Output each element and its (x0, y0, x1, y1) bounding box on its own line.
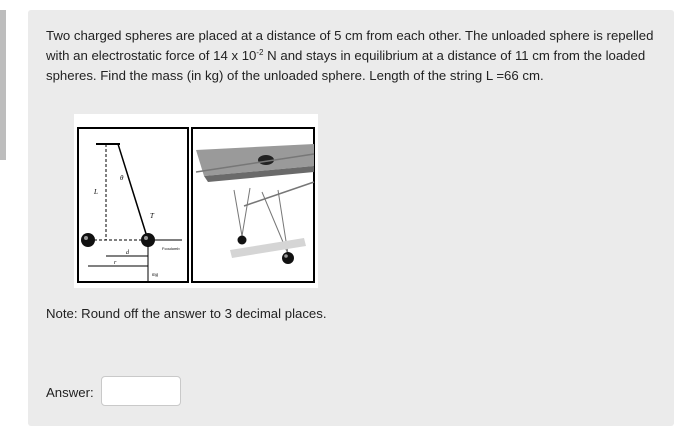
photo-sphere-left (238, 236, 247, 245)
label-mg: mg (152, 273, 159, 278)
right-sphere (141, 233, 155, 247)
answer-label: Answer: (46, 385, 94, 400)
answer-input[interactable] (101, 376, 181, 406)
label-r: r (114, 260, 117, 266)
label-d: d (126, 250, 129, 256)
note-text: Note: Round off the answer to 3 decimal places. (46, 306, 327, 321)
label-force: Fcoulomb (162, 246, 180, 251)
experiment-photo (192, 128, 314, 282)
label-L: L (94, 188, 98, 196)
label-T: T (150, 212, 154, 220)
question-text: Two charged spheres are placed at a distance of 5 cm from each other. The unloaded sphere is repelled with an electrostatic force of 14 x $10^{-2}$ N and stays in equilibrium at a distance of 11 cm from the loaded spheres. Find the mass (in kg) of the unloaded sphere. Length of the string L =66 cm. (46, 28, 654, 83)
pendulum-diagram (78, 128, 188, 282)
question-figure (74, 114, 318, 288)
label-theta: θ (120, 174, 124, 182)
question-card (28, 10, 674, 426)
photo-sphere-right (282, 252, 294, 264)
left-sphere (81, 233, 95, 247)
exponent: -2 (256, 48, 264, 57)
scroll-indicator (0, 10, 6, 160)
